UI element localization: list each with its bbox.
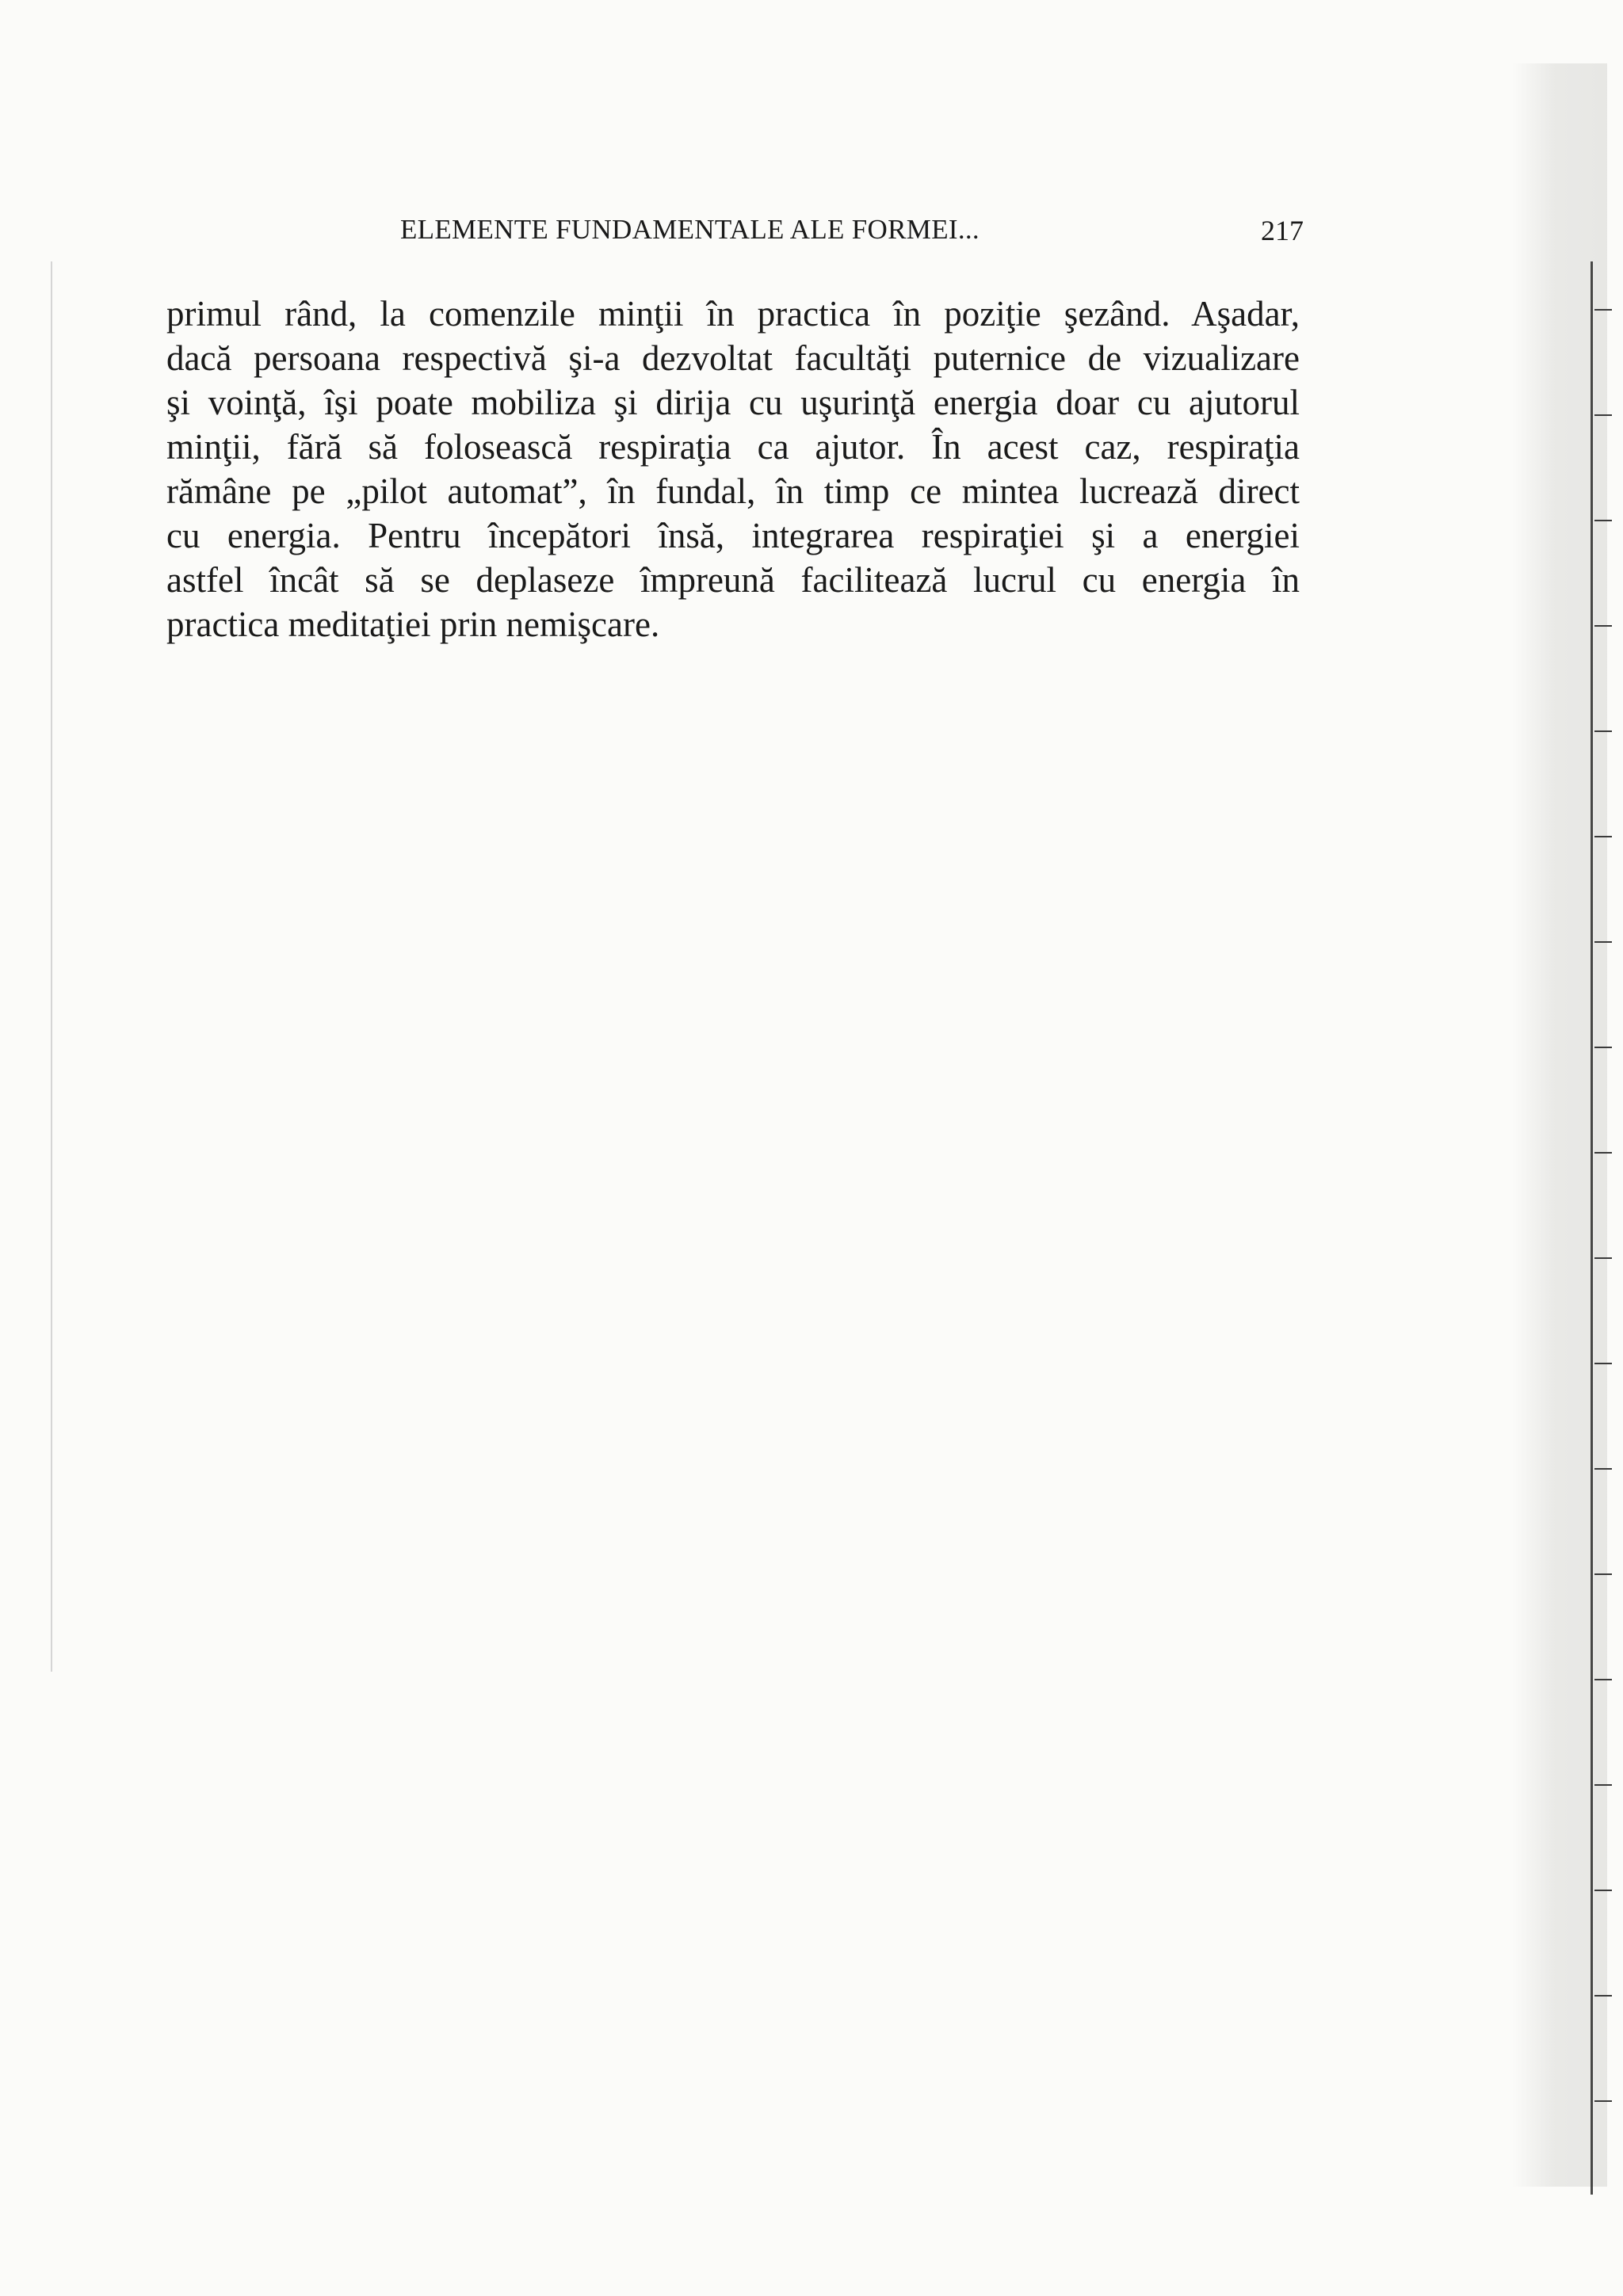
- text-line: minţii, fără să folosească respiraţia ca ajutor. În acest caz, respiraţia: [166, 427, 1300, 467]
- binding-tick: [1594, 730, 1612, 732]
- binding-tick: [1594, 2100, 1612, 2102]
- binding-shadow: [1512, 63, 1607, 2187]
- binding-tick: [1594, 1152, 1612, 1154]
- binding-tick: [1594, 1890, 1612, 1891]
- binding-tick: [1594, 520, 1612, 521]
- binding-tick: [1594, 309, 1612, 311]
- binding-tick: [1594, 414, 1612, 416]
- binding-tick: [1594, 625, 1612, 627]
- page-number: 217: [1261, 215, 1304, 246]
- text-line: primul rând, la comenzile minţii în practica în poziţie şezând. Aşadar,: [166, 294, 1300, 334]
- binding-tick: [1594, 836, 1612, 837]
- text-line: cu energia. Pentru începători însă, integrarea respiraţiei şi a energiei: [166, 516, 1300, 555]
- running-title: ELEMENTE FUNDAMENTALE ALE FORMEI...: [400, 214, 980, 245]
- binding-tick: [1594, 1784, 1612, 1786]
- text-line: rămâne pe „pilot automat”, în fundal, în timp ce mintea lucrează direct: [166, 471, 1300, 511]
- binding-tick: [1594, 1363, 1612, 1364]
- binding-edge-line: [1591, 261, 1593, 2195]
- left-page-edge: [51, 261, 52, 1672]
- binding-tick: [1594, 1468, 1612, 1470]
- running-header: [162, 214, 1304, 254]
- binding-tick: [1594, 1257, 1612, 1259]
- binding-tick: [1594, 1679, 1612, 1680]
- body-paragraph: [166, 292, 1300, 646]
- text-line: astfel încât să se deplaseze împreună facilitează lucrul cu energia în: [166, 560, 1300, 600]
- text-line: şi voinţă, îşi poate mobiliza şi dirija cu uşurinţă energia doar cu ajutorul: [166, 383, 1300, 422]
- binding-tick: [1594, 1573, 1612, 1575]
- binding-tick: [1594, 1047, 1612, 1048]
- binding-tick: [1594, 1995, 1612, 1997]
- binding-tick: [1594, 941, 1612, 943]
- text-line: practica meditaţiei prin nemişcare.: [166, 605, 660, 644]
- text-line: dacă persoana respectivă şi-a dezvoltat facultăţi puternice de vizualizare: [166, 338, 1300, 378]
